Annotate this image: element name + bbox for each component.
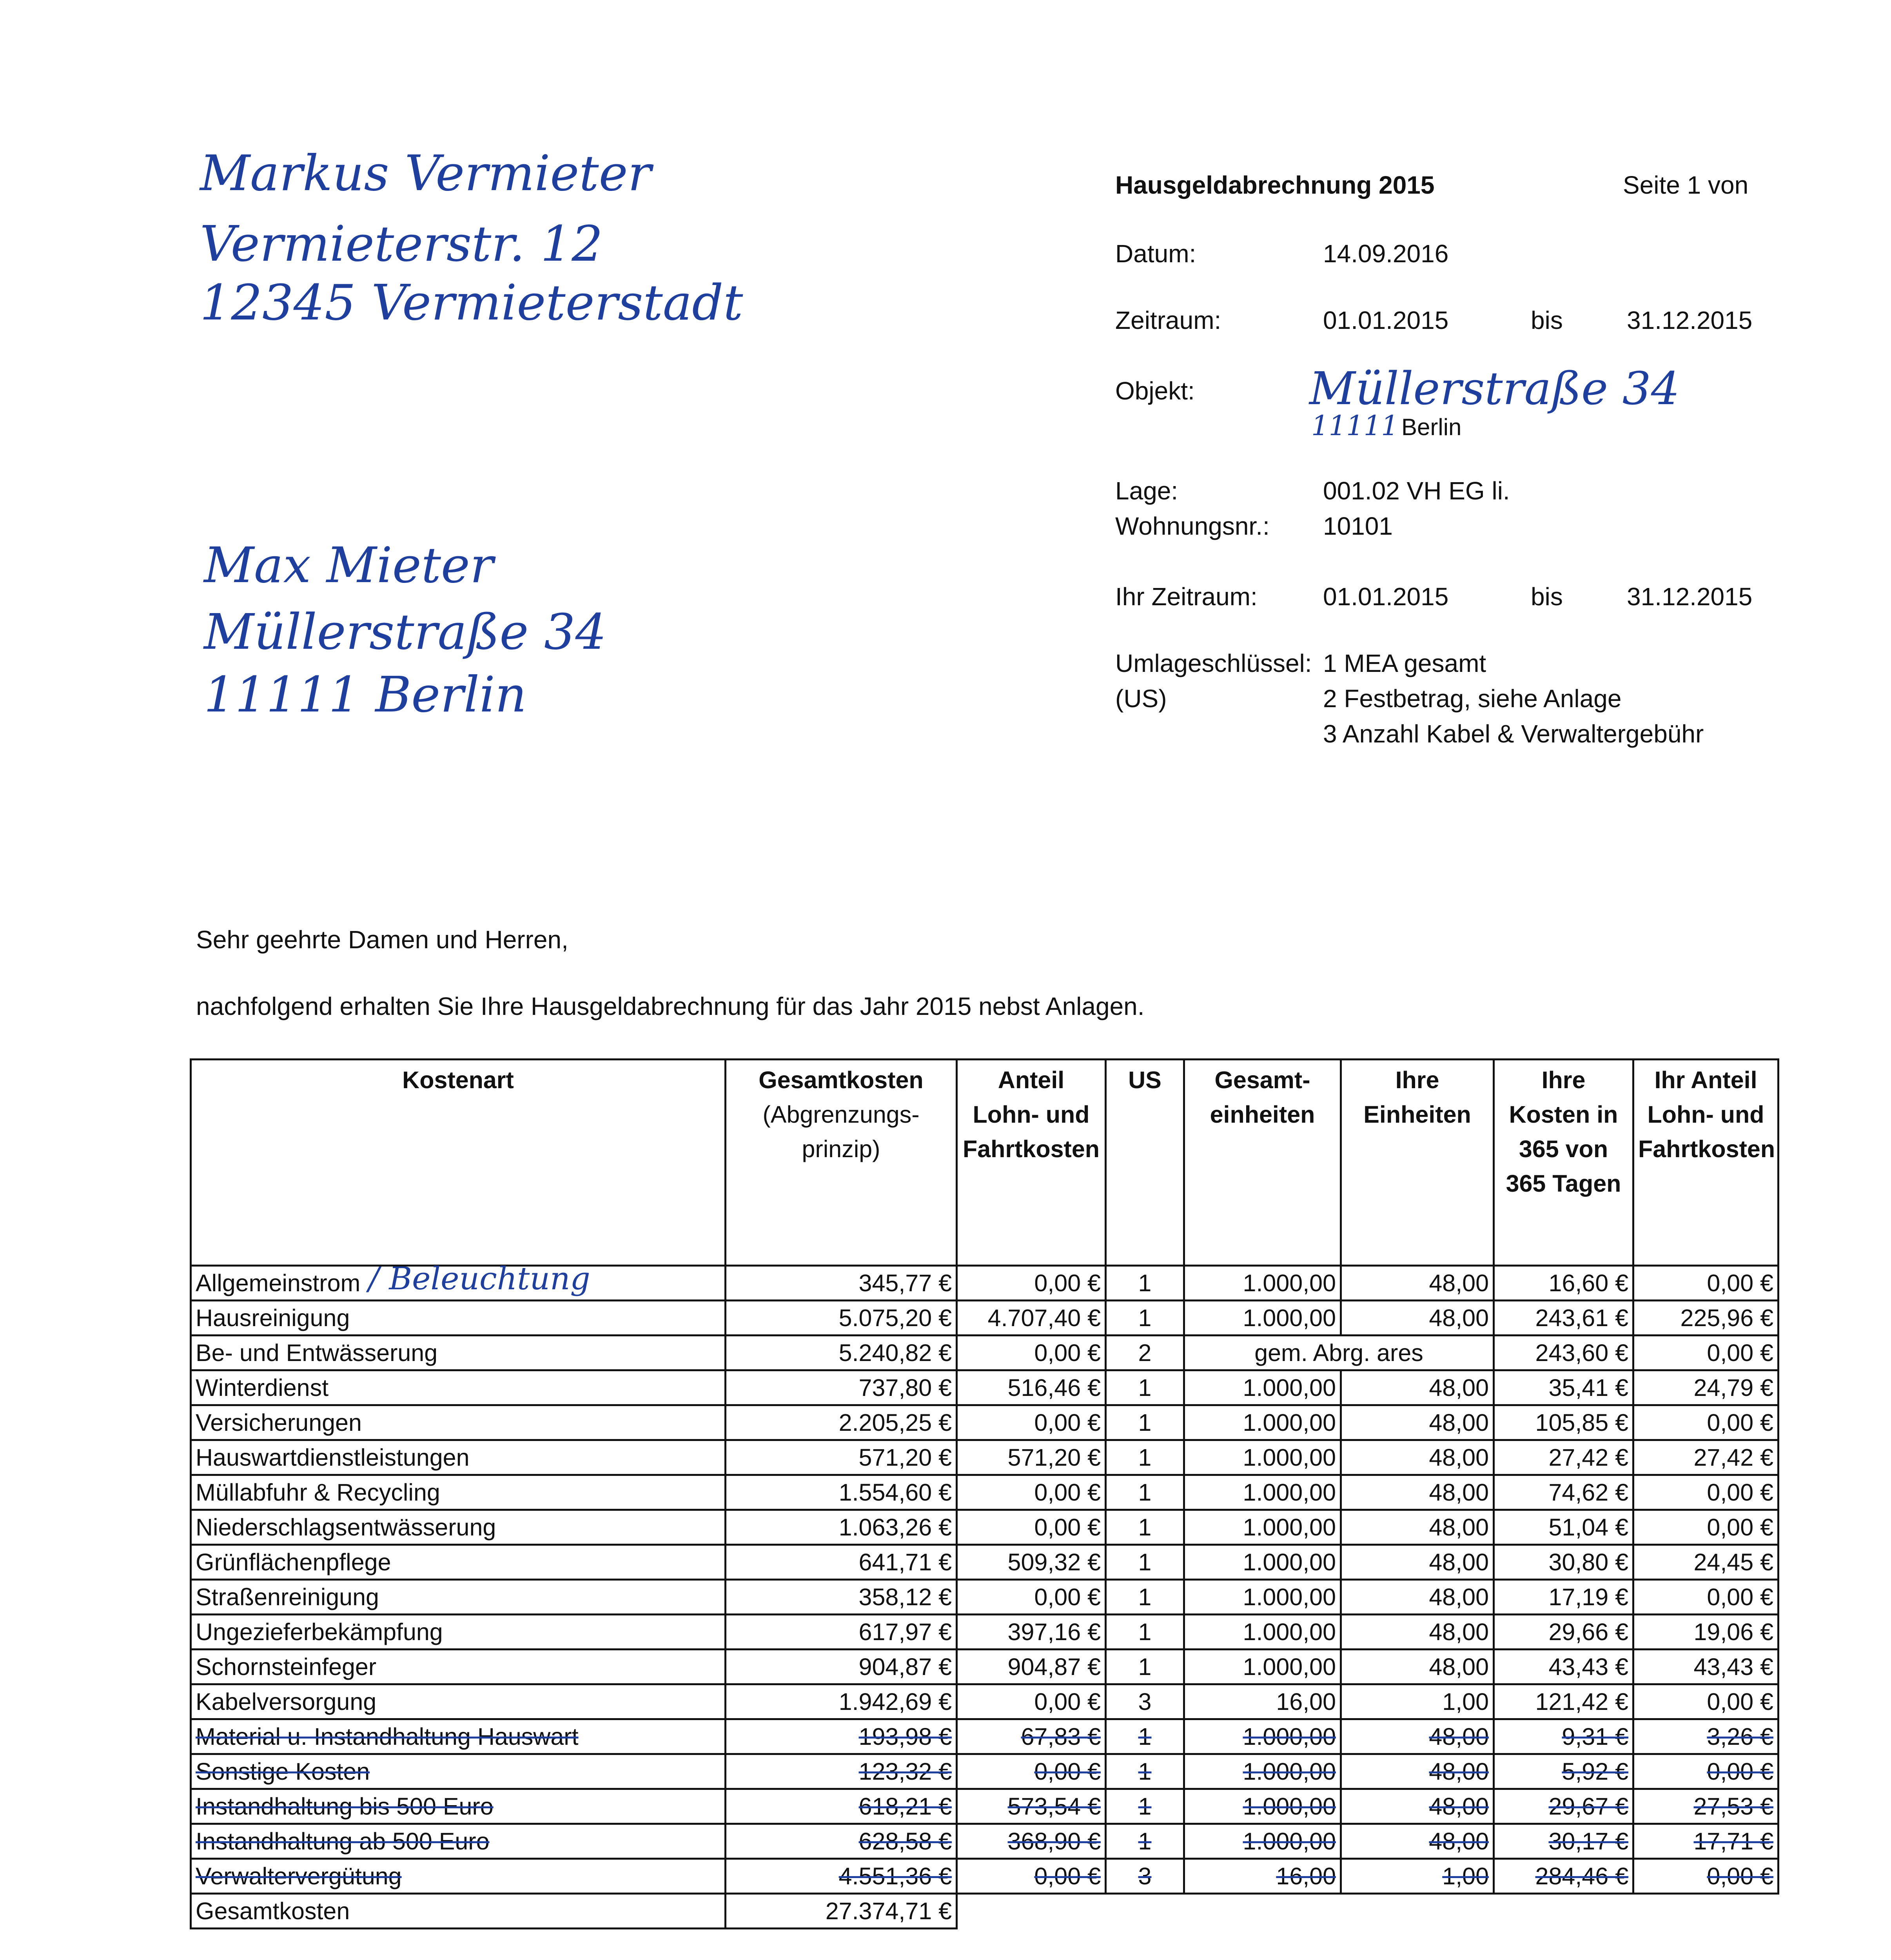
- cell-ihre-kosten: 9,31 €: [1494, 1719, 1633, 1754]
- cell-ihre-einheiten: 48,00: [1341, 1440, 1494, 1475]
- table-row: [191, 1370, 1778, 1405]
- cell-gesamtkosten: 193,98 €: [726, 1719, 957, 1754]
- cell-anteil-lohn: 0,00 €: [957, 1754, 1106, 1789]
- table-row: [191, 1510, 1778, 1545]
- cell-ihr-anteil: 27,42 €: [1633, 1440, 1778, 1475]
- cell-gesamtkosten: 571,20 €: [726, 1440, 957, 1475]
- cell-us: 1: [1106, 1824, 1184, 1859]
- cell-gesamteinheiten: 1.000,00: [1184, 1650, 1341, 1684]
- table-row: [191, 1475, 1778, 1510]
- zeitraum-bis: bis: [1531, 306, 1563, 334]
- cell-ihre-kosten: 121,42 €: [1494, 1684, 1633, 1719]
- cell-us: 1: [1106, 1405, 1184, 1440]
- cell-gesamtkosten: 345,77 €: [726, 1266, 957, 1301]
- table-row: [191, 1719, 1778, 1754]
- cell-ihre-kosten: 17,19 €: [1494, 1580, 1633, 1615]
- cell-gesamteinheiten: gem. Abrg. ares: [1184, 1336, 1494, 1370]
- row-annotation-beleuchtung: / Beleuchtung: [368, 1260, 590, 1297]
- cell-us: 1: [1106, 1754, 1184, 1789]
- cell-ihre-kosten: 16,60 €: [1494, 1266, 1633, 1301]
- table-row: [191, 1789, 1778, 1824]
- objekt-label: Objekt:: [1115, 377, 1195, 405]
- cell-ihr-anteil: 0,00 €: [1633, 1580, 1778, 1615]
- cell-kostenart: Verwaltervergütung: [191, 1859, 726, 1894]
- cell-gesamteinheiten: 1.000,00: [1184, 1754, 1341, 1789]
- cell-ihr-anteil: 17,71 €: [1633, 1824, 1778, 1859]
- cell-us: 2: [1106, 1336, 1184, 1370]
- cell-gesamtkosten: 1.942,69 €: [726, 1684, 957, 1719]
- cell-ihr-anteil: 0,00 €: [1633, 1510, 1778, 1545]
- cell-anteil-lohn: 509,32 €: [957, 1545, 1106, 1580]
- cell-ihre-einheiten: 48,00: [1341, 1301, 1494, 1336]
- cell-kostenart: Müllabfuhr & Recycling: [191, 1475, 726, 1510]
- cell-gesamteinheiten: 1.000,00: [1184, 1475, 1341, 1510]
- cell-anteil-lohn: 0,00 €: [957, 1336, 1106, 1370]
- cell-ihre-einheiten: 48,00: [1341, 1405, 1494, 1440]
- table-row: [191, 1824, 1778, 1859]
- table-row: [191, 1615, 1778, 1650]
- wohnungsnr-value: 10101: [1323, 512, 1393, 540]
- cell-ihre-kosten: 27,42 €: [1494, 1440, 1633, 1475]
- recipient-street: Müllerstraße 34: [204, 604, 607, 661]
- col-header-gesamteinheiten: Gesamt-einheiten: [1184, 1060, 1341, 1266]
- cell-ihre-einheiten: 1,00: [1341, 1859, 1494, 1894]
- col-header-anteil-lohn: Anteil Lohn- und Fahrtkosten: [957, 1060, 1106, 1266]
- cell-gesamteinheiten: 1.000,00: [1184, 1370, 1341, 1405]
- cell-total-value: 27.374,71 €: [726, 1894, 957, 1929]
- cell-ihre-kosten: 105,85 €: [1494, 1405, 1633, 1440]
- cell-ihre-einheiten: 48,00: [1341, 1789, 1494, 1824]
- table-row: [191, 1336, 1778, 1370]
- cell-kostenart: Instandhaltung bis 500 Euro: [191, 1789, 726, 1824]
- cell-gesamtkosten: 358,12 €: [726, 1580, 957, 1615]
- cell-gesamteinheiten: 1.000,00: [1184, 1301, 1341, 1336]
- cell-kostenart: Schornsteinfeger: [191, 1650, 726, 1684]
- lage-label: Lage:: [1115, 477, 1178, 505]
- cell-ihre-einheiten: 48,00: [1341, 1824, 1494, 1859]
- cell-ihre-kosten: 74,62 €: [1494, 1475, 1633, 1510]
- cell-gesamteinheiten: 1.000,00: [1184, 1440, 1341, 1475]
- cell-ihr-anteil: 27,53 €: [1633, 1789, 1778, 1824]
- cell-ihr-anteil: 0,00 €: [1633, 1336, 1778, 1370]
- cell-empty: [1494, 1894, 1633, 1929]
- cell-ihre-einheiten: 48,00: [1341, 1266, 1494, 1301]
- cost-table: [190, 1058, 1779, 1929]
- cell-gesamteinheiten: 1.000,00: [1184, 1789, 1341, 1824]
- cell-ihr-anteil: 0,00 €: [1633, 1684, 1778, 1719]
- cell-ihre-einheiten: 48,00: [1341, 1580, 1494, 1615]
- cell-ihre-kosten: 35,41 €: [1494, 1370, 1633, 1405]
- objekt-street-handwritten: Müllerstraße 34: [1309, 363, 1680, 415]
- cell-anteil-lohn: 0,00 €: [957, 1859, 1106, 1894]
- cell-kostenart: Be- und Entwässerung: [191, 1336, 726, 1370]
- cell-us: 1: [1106, 1266, 1184, 1301]
- cell-anteil-lohn: 573,54 €: [957, 1789, 1106, 1824]
- cell-gesamteinheiten: 1.000,00: [1184, 1545, 1341, 1580]
- cell-us: 1: [1106, 1440, 1184, 1475]
- cell-ihre-kosten: 30,17 €: [1494, 1824, 1633, 1859]
- col-header-ihre-einheiten: Ihre Einheiten: [1341, 1060, 1494, 1266]
- table-row: [191, 1684, 1778, 1719]
- table-row: [191, 1580, 1778, 1615]
- cell-empty: [1106, 1894, 1184, 1929]
- cell-us: 1: [1106, 1475, 1184, 1510]
- zeitraum-from: 01.01.2015: [1323, 306, 1449, 334]
- zeitraum-label: Zeitraum:: [1115, 306, 1221, 334]
- cell-ihre-einheiten: 48,00: [1341, 1650, 1494, 1684]
- cell-gesamtkosten: 618,21 €: [726, 1789, 957, 1824]
- ihr-zeitraum-from: 01.01.2015: [1323, 583, 1449, 611]
- cell-ihre-kosten: 29,66 €: [1494, 1615, 1633, 1650]
- cell-total-label: Gesamtkosten: [191, 1894, 726, 1929]
- wohnungsnr-label: Wohnungsnr.:: [1115, 512, 1270, 540]
- cell-kostenart: Winterdienst: [191, 1370, 726, 1405]
- cell-gesamtkosten: 617,97 €: [726, 1615, 957, 1650]
- cell-gesamtkosten: 1.554,60 €: [726, 1475, 957, 1510]
- ihr-zeitraum-bis: bis: [1531, 583, 1563, 611]
- col-header-ihre-kosten: Ihre Kosten in 365 von 365 Tagen: [1494, 1060, 1633, 1266]
- cell-us: 1: [1106, 1789, 1184, 1824]
- cell-us: 1: [1106, 1301, 1184, 1336]
- cell-ihr-anteil: 19,06 €: [1633, 1615, 1778, 1650]
- cell-kostenart: Allgemeinstrom: [191, 1266, 726, 1301]
- cell-gesamtkosten: 4.551,36 €: [726, 1859, 957, 1894]
- cell-gesamtkosten: 628,58 €: [726, 1824, 957, 1859]
- cell-anteil-lohn: 516,46 €: [957, 1370, 1106, 1405]
- cell-empty: [957, 1894, 1106, 1929]
- col-header-gesamtkosten-sub: (Abgrenzungs-prinzip): [762, 1101, 920, 1162]
- cell-kostenart: Hausreinigung: [191, 1301, 726, 1336]
- table-row: [191, 1859, 1778, 1894]
- cell-ihr-anteil: 24,45 €: [1633, 1545, 1778, 1580]
- umlage-key-1: 1 MEA gesamt: [1323, 649, 1486, 677]
- col-header-us: US: [1106, 1060, 1184, 1266]
- cell-ihre-kosten: 243,61 €: [1494, 1301, 1633, 1336]
- salutation: Sehr geehrte Damen und Herren,: [196, 926, 568, 954]
- ihr-zeitraum-to: 31.12.2015: [1627, 583, 1753, 611]
- cell-us: 3: [1106, 1859, 1184, 1894]
- cell-ihre-kosten: 51,04 €: [1494, 1510, 1633, 1545]
- umlage-label: Umlageschlüssel:: [1115, 649, 1312, 677]
- cell-anteil-lohn: 397,16 €: [957, 1615, 1106, 1650]
- cell-ihre-einheiten: 1,00: [1341, 1684, 1494, 1719]
- cell-ihre-einheiten: 48,00: [1341, 1475, 1494, 1510]
- cell-kostenart: Sonstige Kosten: [191, 1754, 726, 1789]
- cell-gesamteinheiten: 1.000,00: [1184, 1510, 1341, 1545]
- sender-name: Markus Vermieter: [200, 145, 652, 202]
- cell-gesamteinheiten: 1.000,00: [1184, 1615, 1341, 1650]
- cell-gesamtkosten: 123,32 €: [726, 1754, 957, 1789]
- cell-gesamteinheiten: 1.000,00: [1184, 1580, 1341, 1615]
- cell-empty: [1633, 1894, 1778, 1929]
- table-row: [191, 1754, 1778, 1789]
- ihr-zeitraum-label: Ihr Zeitraum:: [1115, 583, 1258, 611]
- cell-gesamteinheiten: 1.000,00: [1184, 1719, 1341, 1754]
- col-header-kostenart: Kostenart: [191, 1060, 726, 1266]
- cell-empty: [1184, 1894, 1341, 1929]
- sender-street: Vermieterstr. 12: [200, 216, 603, 272]
- cell-ihre-kosten: 5,92 €: [1494, 1754, 1633, 1789]
- cell-kostenart: Versicherungen: [191, 1405, 726, 1440]
- cell-us: 1: [1106, 1545, 1184, 1580]
- col-header-gesamtkosten: [726, 1060, 957, 1266]
- cell-ihr-anteil: 24,79 €: [1633, 1370, 1778, 1405]
- lage-value: 001.02 VH EG li.: [1323, 477, 1510, 505]
- cell-anteil-lohn: 0,00 €: [957, 1266, 1106, 1301]
- cell-gesamtkosten: 1.063,26 €: [726, 1510, 957, 1545]
- umlage-key-2: 2 Festbetrag, siehe Anlage: [1323, 684, 1622, 713]
- cell-gesamtkosten: 5.075,20 €: [726, 1301, 957, 1336]
- cell-ihre-kosten: 29,67 €: [1494, 1789, 1633, 1824]
- cell-us: 1: [1106, 1719, 1184, 1754]
- cell-kostenart: Material u. Instandhaltung Hauswart: [191, 1719, 726, 1754]
- objekt-zip-handwritten: 11111: [1311, 410, 1399, 442]
- cell-ihr-anteil: 0,00 €: [1633, 1754, 1778, 1789]
- document-title: Hausgeldabrechnung 2015: [1115, 171, 1435, 199]
- cell-ihre-kosten: 243,60 €: [1494, 1336, 1633, 1370]
- cell-ihr-anteil: 0,00 €: [1633, 1266, 1778, 1301]
- cell-ihr-anteil: 0,00 €: [1633, 1859, 1778, 1894]
- page-indicator: Seite 1 von: [1623, 171, 1749, 199]
- cell-anteil-lohn: 904,87 €: [957, 1650, 1106, 1684]
- cell-kostenart: Hauswartdienstleistungen: [191, 1440, 726, 1475]
- table-total-row: [191, 1894, 1778, 1929]
- cell-gesamteinheiten: 1.000,00: [1184, 1266, 1341, 1301]
- cell-us: 3: [1106, 1684, 1184, 1719]
- cell-ihre-einheiten: 48,00: [1341, 1370, 1494, 1405]
- cell-anteil-lohn: 0,00 €: [957, 1510, 1106, 1545]
- cell-kostenart: Niederschlagsentwässerung: [191, 1510, 726, 1545]
- cell-ihre-einheiten: 48,00: [1341, 1615, 1494, 1650]
- datum-label: Datum:: [1115, 240, 1196, 268]
- cell-anteil-lohn: 0,00 €: [957, 1405, 1106, 1440]
- cell-anteil-lohn: 67,83 €: [957, 1719, 1106, 1754]
- table-header-row: [191, 1060, 1778, 1266]
- umlage-label-us: (US): [1115, 684, 1167, 713]
- cell-gesamteinheiten: 16,00: [1184, 1859, 1341, 1894]
- table-row: [191, 1405, 1778, 1440]
- cell-gesamtkosten: 641,71 €: [726, 1545, 957, 1580]
- cell-gesamteinheiten: 16,00: [1184, 1684, 1341, 1719]
- cell-ihr-anteil: 3,26 €: [1633, 1719, 1778, 1754]
- cell-us: 1: [1106, 1510, 1184, 1545]
- cell-anteil-lohn: 0,00 €: [957, 1580, 1106, 1615]
- cell-gesamtkosten: 5.240,82 €: [726, 1336, 957, 1370]
- cell-ihre-kosten: 284,46 €: [1494, 1859, 1633, 1894]
- cell-ihr-anteil: 0,00 €: [1633, 1405, 1778, 1440]
- cell-kostenart: Instandhaltung ab 500 Euro: [191, 1824, 726, 1859]
- objekt-city: Berlin: [1401, 414, 1462, 440]
- cell-gesamtkosten: 904,87 €: [726, 1650, 957, 1684]
- cell-ihre-einheiten: 48,00: [1341, 1545, 1494, 1580]
- cell-ihr-anteil: 43,43 €: [1633, 1650, 1778, 1684]
- cell-ihre-kosten: 43,43 €: [1494, 1650, 1633, 1684]
- cell-kostenart: Ungezieferbekämpfung: [191, 1615, 726, 1650]
- cell-anteil-lohn: 571,20 €: [957, 1440, 1106, 1475]
- cell-anteil-lohn: 4.707,40 €: [957, 1301, 1106, 1336]
- table-row: [191, 1650, 1778, 1684]
- sender-city: 12345 Vermieterstadt: [200, 274, 743, 331]
- cell-ihr-anteil: 225,96 €: [1633, 1301, 1778, 1336]
- intro-text: nachfolgend erhalten Sie Ihre Hausgeldabrechnung für das Jahr 2015 nebst Anlagen.: [196, 992, 1145, 1020]
- cell-anteil-lohn: 0,00 €: [957, 1475, 1106, 1510]
- cell-gesamteinheiten: 1.000,00: [1184, 1405, 1341, 1440]
- cell-gesamtkosten: 2.205,25 €: [726, 1405, 957, 1440]
- cell-kostenart: Grünflächenpflege: [191, 1545, 726, 1580]
- cell-us: 1: [1106, 1615, 1184, 1650]
- cell-us: 1: [1106, 1650, 1184, 1684]
- umlage-key-3: 3 Anzahl Kabel & Verwaltergebühr: [1323, 720, 1704, 748]
- col-header-gesamtkosten-label: Gesamtkosten: [759, 1067, 924, 1093]
- table-row: [191, 1440, 1778, 1475]
- datum-value: 14.09.2016: [1323, 240, 1449, 268]
- cell-kostenart: Straßenreinigung: [191, 1580, 726, 1615]
- zeitraum-to: 31.12.2015: [1627, 306, 1753, 334]
- cell-ihr-anteil: 0,00 €: [1633, 1475, 1778, 1510]
- table-row: [191, 1545, 1778, 1580]
- cell-empty: [1341, 1894, 1494, 1929]
- cell-anteil-lohn: 368,90 €: [957, 1824, 1106, 1859]
- cell-kostenart: Kabelversorgung: [191, 1684, 726, 1719]
- cell-us: 1: [1106, 1580, 1184, 1615]
- cell-ihre-einheiten: 48,00: [1341, 1754, 1494, 1789]
- cell-gesamtkosten: 737,80 €: [726, 1370, 957, 1405]
- cell-gesamteinheiten: 1.000,00: [1184, 1824, 1341, 1859]
- col-header-ihr-anteil: Ihr Anteil Lohn- und Fahrtkosten: [1633, 1060, 1778, 1266]
- cell-ihre-kosten: 30,80 €: [1494, 1545, 1633, 1580]
- recipient-city: 11111 Berlin: [204, 666, 527, 723]
- cell-ihre-einheiten: 48,00: [1341, 1510, 1494, 1545]
- cell-ihre-einheiten: 48,00: [1341, 1719, 1494, 1754]
- table-row: [191, 1301, 1778, 1336]
- cell-anteil-lohn: 0,00 €: [957, 1684, 1106, 1719]
- cell-us: 1: [1106, 1370, 1184, 1405]
- recipient-name: Max Mieter: [204, 537, 494, 594]
